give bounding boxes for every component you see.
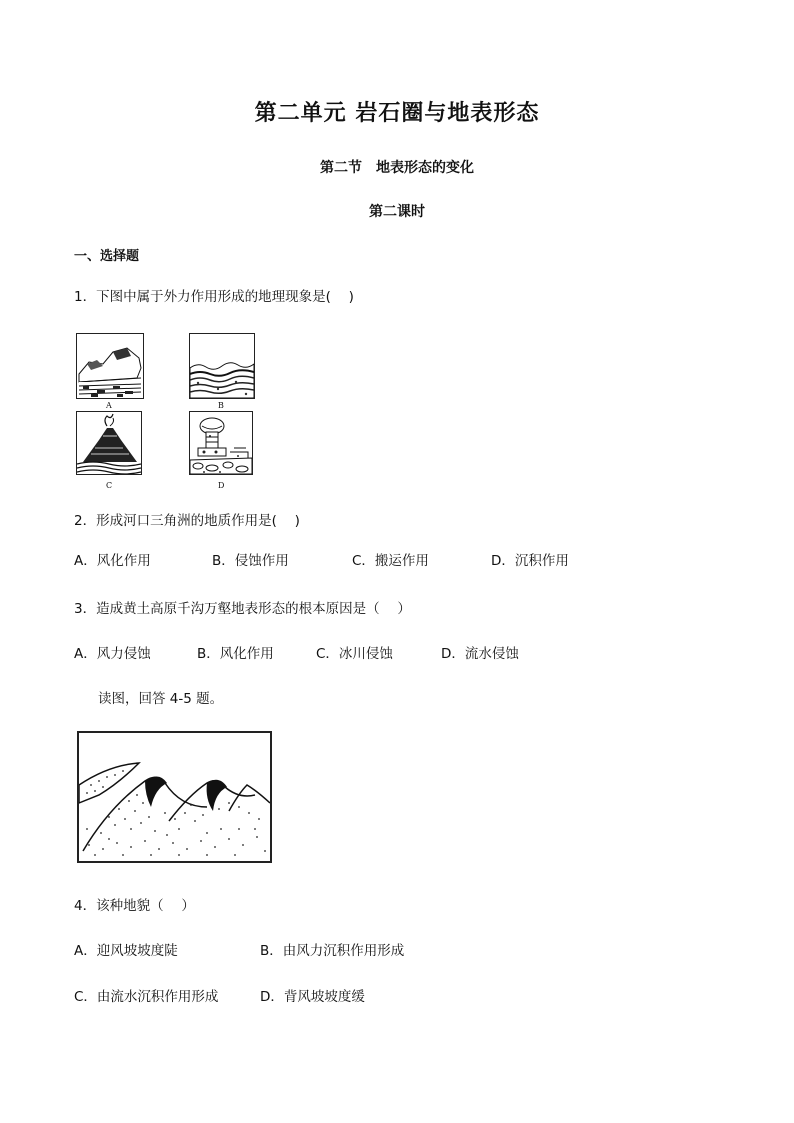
question-3-option-c: C．冰川侵蚀	[316, 646, 393, 662]
figure-c-volcano	[76, 411, 142, 475]
figure-a-label: A	[106, 401, 112, 410]
figure-b-label: B	[218, 401, 224, 410]
figure-d-label: D	[218, 481, 225, 490]
read-figure-instruction: 读图，回答 4-5 题。	[98, 691, 224, 707]
question-2-option-c: C．搬运作用	[352, 553, 429, 569]
question-2-option-b: B．侵蚀作用	[212, 553, 289, 569]
section-subtitle: 第二节 地表形态的变化	[320, 160, 474, 176]
question-4-option-c: C．由流水沉积作用形成	[74, 989, 219, 1005]
question-2-option-a: A．风化作用	[74, 553, 151, 569]
figure-a-layered-terrain	[76, 333, 144, 399]
question-3-option-b: B．风化作用	[197, 646, 274, 662]
figure-d-mushroom-rock	[189, 411, 253, 475]
figure-c-label: C	[106, 481, 113, 490]
question-1-stem: 1．下图中属于外力作用形成的地理现象是( )	[74, 289, 354, 305]
question-4-option-d: D．背风坡坡度缓	[260, 989, 365, 1005]
question-4-stem: 4．该种地貌（ ）	[74, 898, 195, 914]
lesson-heading: 第二课时	[369, 204, 425, 220]
question-2-stem: 2．形成河口三角洲的地质作用是( )	[74, 513, 300, 529]
question-2-option-d: D．沉积作用	[491, 553, 569, 569]
page-title: 第二单元 岩石圈与地表形态	[254, 101, 540, 126]
question-3-option-d: D．流水侵蚀	[441, 646, 519, 662]
question-3-option-a: A．风力侵蚀	[74, 646, 151, 662]
figure-b-sediment-layers	[189, 333, 255, 399]
question-4-option-a: A．迎风坡坡度陡	[74, 943, 178, 959]
section-heading: 一、选择题	[74, 249, 140, 264]
question-4-option-b: B．由风力沉积作用形成	[260, 943, 405, 959]
figure-crescent-dunes	[77, 731, 272, 863]
question-3-stem: 3．造成黄土高原千沟万壑地表形态的根本原因是（ ）	[74, 601, 411, 617]
